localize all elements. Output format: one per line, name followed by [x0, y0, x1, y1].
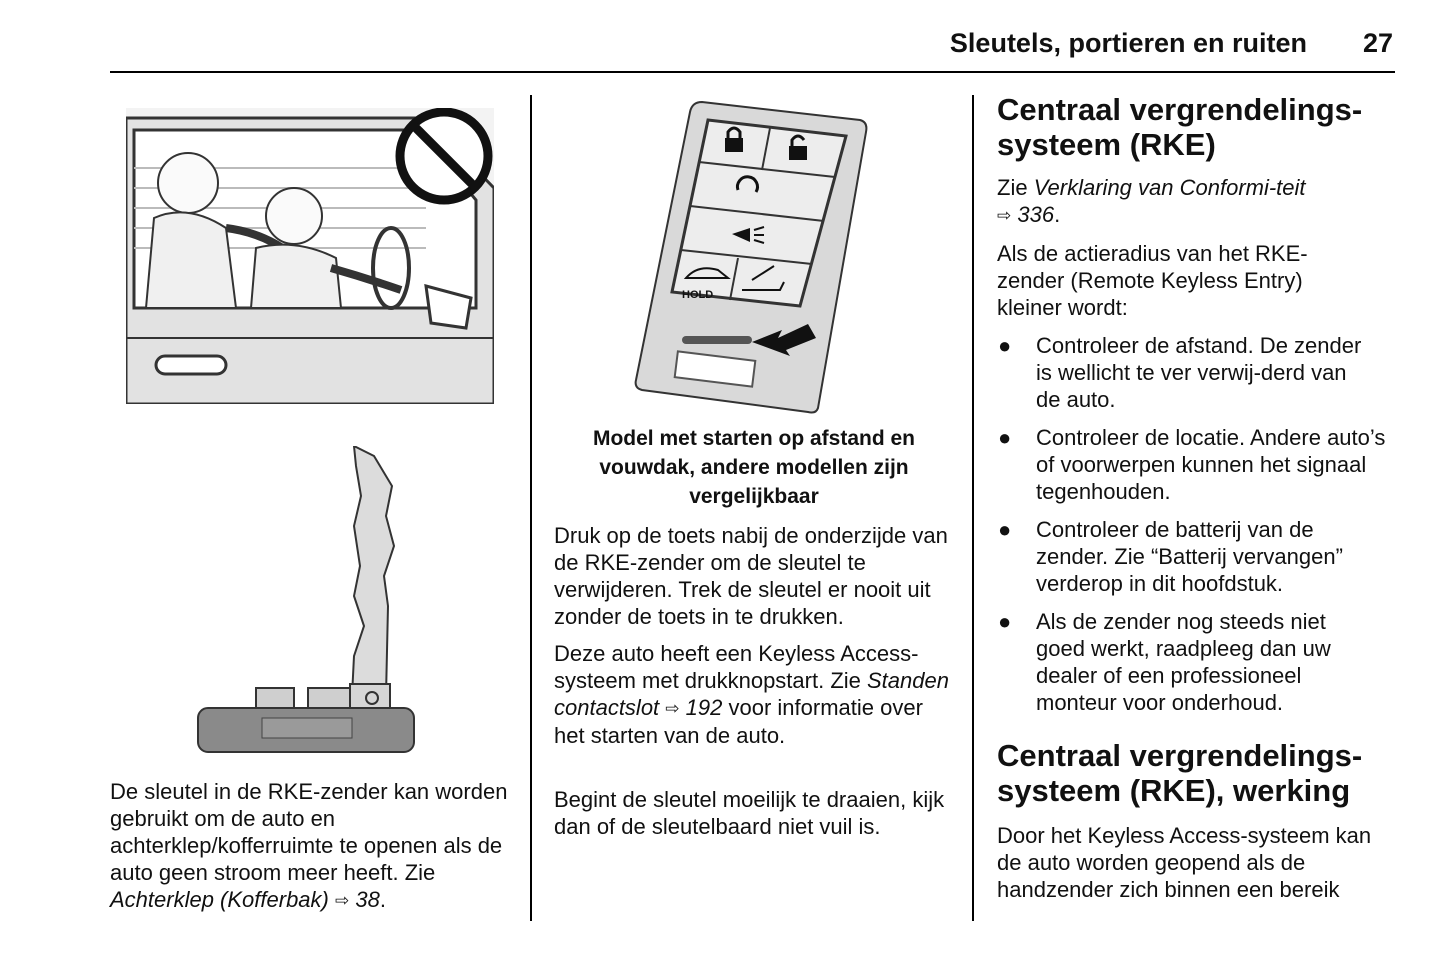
reference-title[interactable]: Achterklep (Kofferbak) [110, 887, 329, 912]
bullet-icon: ● [998, 333, 1012, 358]
bullet-icon: ● [998, 517, 1012, 542]
bullet-text: Controleer de afstand. De zender is wellicht te ver verwij-derd van de auto. [1036, 333, 1362, 412]
col3-last-paragraph: Door het Keyless Access-systeem kan de auto worden geopend als de handzender zich binnen een bereik [997, 823, 1372, 902]
col2-paragraph-3: Begint de sleutel moeilijk te draaien, kijk dan of de sleutelbaard niet vuil is. [554, 787, 945, 839]
page-ref-arrow-icon: ⇨ [665, 699, 680, 718]
bullet-icon: ● [998, 425, 1012, 450]
col3-intro: Als de actieradius van het RKE-zender (Remote Keyless Entry) kleiner wordt: [997, 241, 1308, 320]
reference-page[interactable]: 336 [1017, 202, 1055, 227]
col1-paragraph: De sleutel in de RKE-zender kan worden gebruikt om de auto en achterklep/kofferruimte te openen als de auto geen stroom meer heeft. Zie Achterklep (Kofferbak) ⇨ 38. [110, 779, 508, 912]
key-blade-illustration [196, 446, 418, 756]
col3-see-reference: Zie Verklaring van Conformi-teit ⇨ 336. [997, 175, 1306, 227]
bullet-text: Controleer de batterij van de zender. Zie “Batterij vervangen” verderop in dit hoofdstuk. [1036, 517, 1343, 596]
section-heading-rke-werking: Centraal vergrendelings-systeem (RKE), werking [997, 738, 1363, 808]
column-divider-1 [530, 95, 532, 921]
page-number: 27 [1362, 28, 1393, 58]
fob-hold-label: HOLD [682, 289, 714, 301]
reference-title[interactable]: Verklaring van Conformi-teit [1033, 175, 1306, 200]
header-rule [110, 71, 1395, 73]
running-header-title: Sleutels, portieren en ruiten [949, 28, 1307, 58]
page-ref-arrow-icon: ⇨ [335, 891, 350, 910]
page-ref-arrow-icon: ⇨ [997, 206, 1012, 225]
col2-paragraph-1: Druk op de toets nabij de onderzijde van de RKE-zender om de sleutel te verwijderen. Trek de sleutel er nooit uit zonder de toets in te drukken. [554, 523, 948, 629]
col2-paragraph-2: Deze auto heeft een Keyless Access-systeem met drukknopstart. Zie Standen contactslot ⇨ 192 voor informatie over het starten van de auto. [554, 641, 949, 748]
bullet-text: Als de zender nog steeds niet goed werkt, raadpleeg dan uw dealer of een professioneel monteur voor onderhoud. [1036, 609, 1331, 715]
reference-page[interactable]: 192 [685, 695, 723, 720]
bullet-text: Controleer de locatie. Andere auto’s of voorwerpen kunnen het signaal tegenhouden. [1036, 425, 1386, 504]
column-divider-2 [972, 95, 974, 921]
reference-page[interactable]: 38 [355, 887, 380, 912]
reference-title[interactable]: Standen contactslot [554, 668, 949, 720]
bullet-icon: ● [998, 609, 1012, 634]
remote-key-fob-illustration [632, 100, 872, 416]
car-children-illustration [126, 108, 494, 404]
figure-caption: Model met starten op afstand en vouwdak, andere modellen zijn vergelijkbaar [592, 427, 916, 508]
section-heading-rke: Centraal vergrendelings-systeem (RKE) [997, 92, 1363, 162]
